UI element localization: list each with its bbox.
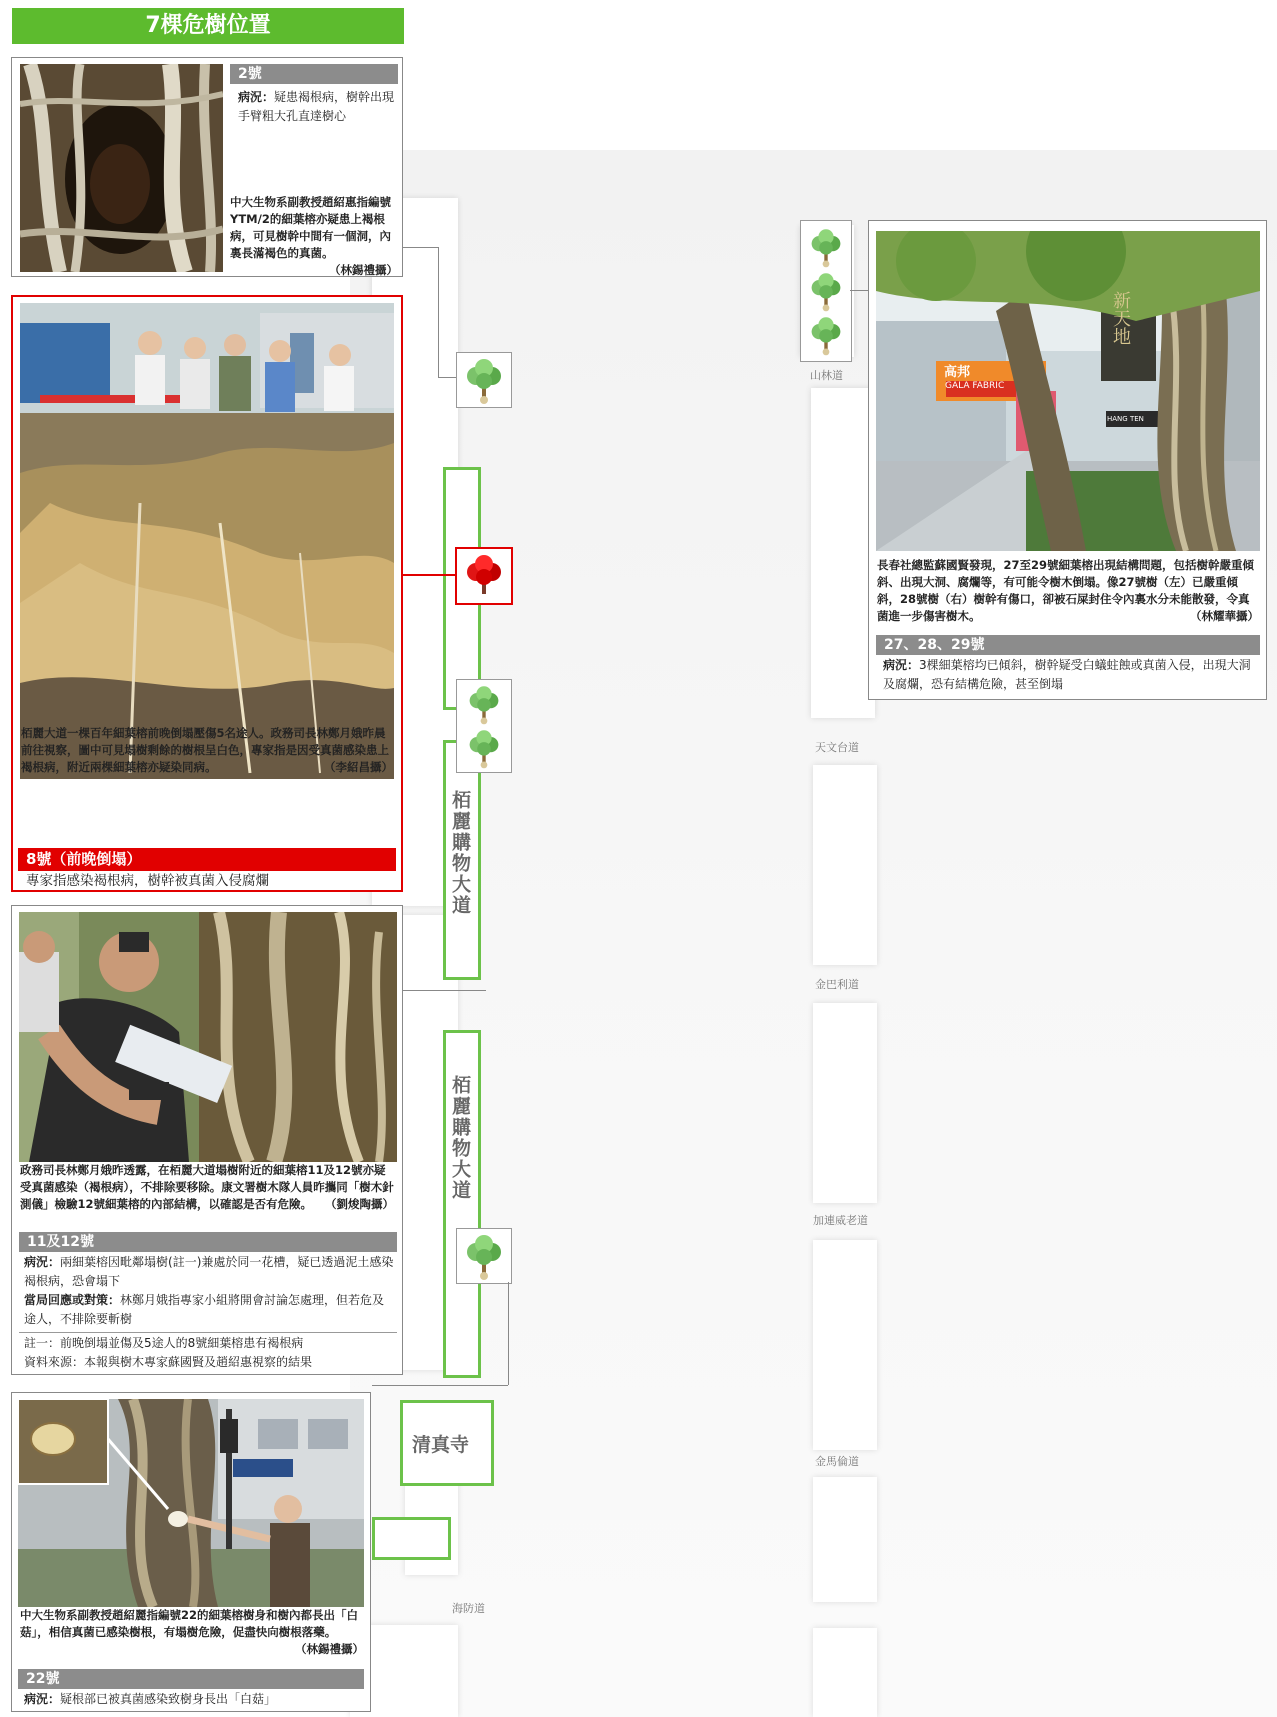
tree-22-caption: 中大生物系副教授趙紹麗指編號22的細葉榕樹身和樹內都長出「白菇」，相信真菌已感染樹根，有塌樹危險，促盡快向樹根落藥。 （林錫禮攝） [20,1608,364,1656]
street-label-haiphong: 海防道 [452,1602,485,1615]
tree-icon [805,225,847,269]
tree-icon [805,313,847,357]
street-label-kimberley: 金巴利道 [815,978,859,991]
tree-2-condition: 病況：疑患褐根病，樹幹出現手臂粗大孔直達樹心 [238,90,395,123]
tree-icon [460,1230,508,1282]
tree-8-caption-text: 栢麗大道一棵百年細葉榕前晚倒塌壓傷5名途人。政務司長林鄭月娥昨晨前往視察，圖中可見塌樹剩餘的樹根呈白色，專家指是因受真菌感染患上褐根病，附近兩棵細葉榕亦疑染同病。 （李紹昌攝） [21,726,393,774]
leader-line-8 [402,574,456,576]
block-right-3 [813,765,877,965]
leader-line-2a [402,247,438,248]
tree-27-29-caption: 長春社總監蘇國賢發現，27至29號細葉榕出現結構問題，包括樹幹嚴重傾斜、出現大洞、腐爛等，有可能令樹木倒塌。像27號樹（左）已嚴重傾斜，28號樹（右）樹幹有傷口，卻被石屎封住令內裏水分未能散發，令真菌進一步傷害樹木。 （林耀華攝） [877,558,1259,623]
leader-line-22a [372,1385,508,1386]
tree-27-29-number: 27、28、29號 [876,635,1260,655]
sign-shop-3: 新天地 [1110,291,1131,345]
sign-shop-1: 高邦 [944,365,971,380]
block-right-4 [813,1003,877,1203]
leader-line-2c [438,377,456,378]
card-tree-8 [11,295,403,892]
street-label-granville: 加連威老道 [813,1214,868,1227]
tree-2-number: 2號 [230,64,398,84]
page-title: 7棵危樹位置 [12,8,404,44]
tree-8-number: 8號（前晚倒塌） [18,848,396,871]
tree-11-12-source: 資料來源：本報與樹木專家蘇國賢及趙紹惠視察的結果 [24,1355,313,1369]
block-right-6 [813,1477,877,1602]
photo-tree-11-12-inspection [19,912,397,1162]
label-mosque: 清真寺 [412,1434,470,1456]
tree-11-12-response: 當局回應或對策：林鄭月娥指專家小組將開會討論怎處理，但若危及途人，不排除要斬樹 [24,1293,385,1326]
street-label-canton-road-2: 栢麗購物大道 [449,1075,471,1201]
tree-icon [462,726,506,770]
tree-icon [462,682,506,726]
card-tree-22 [11,1392,371,1712]
tree-marker-8[interactable] [455,547,513,605]
tree-marker-11-12[interactable] [456,679,512,773]
photo-tree-27-29-street [876,231,1260,551]
photo-tree-22-white-mushroom [18,1399,364,1607]
tree-27-29-condition: 病況：3棵細葉榕均已傾斜，樹幹疑受白蟻蛀蝕或真菌入侵，出現大洞及腐爛，恐有結構危險，甚至倒塌 [883,658,1251,691]
tree-2-caption: 中大生物系副教授趙紹惠指編號YTM/2的細葉榕亦疑患上褐根病，可見樹幹中間有一個洞，內裏長滿褐色的真菌。 （林錫禮攝） [230,195,398,277]
block-right-7 [813,1628,877,1717]
block-right-2 [811,388,875,718]
card-tree-2 [11,57,403,277]
street-label-lock-road: 山林道 [810,369,843,382]
leader-line-22b [508,1282,509,1385]
tree-8-condition: 專家指感染褐根病，樹幹被真菌入侵腐爛 [26,873,269,889]
tree-marker-22[interactable] [456,1228,512,1284]
tree-marker-27-29[interactable] [800,220,852,362]
card-tree-27-29 [868,220,1267,700]
tree-marker-2[interactable] [456,352,512,408]
sign-shop-2: GALA FABRIC [945,381,1005,391]
tree-icon [460,354,508,406]
leader-line-27-29 [850,290,868,291]
tree-11-12-number: 11及12號 [19,1232,397,1252]
leader-line-11-12 [402,990,486,991]
street-label-observatory: 天文台道 [815,741,859,754]
tree-11-12-caption: 政務司長林鄭月娥昨透露，在栢麗大道塌樹附近的細葉榕11及12號亦疑受真菌感染（褐根病），不排除要移除。康文署樹木隊人員昨攜同「樹木針測儀」檢驗12號細葉榕的內部結構，以確認是否有危險。 （劉焌陶攝） [20,1163,394,1211]
card-tree-11-12 [11,905,403,1375]
leader-line-2b [438,247,439,377]
tree-11-12-condition: 病況：兩細葉榕因毗鄰塌樹(註一)兼處於同一花槽，疑已透過泥土感染褐根病，恐會塌下 [24,1255,394,1288]
sign-shop-4: HANG TEN [1107,415,1144,423]
street-label-canton-road: 栢麗購物大道 [449,790,471,916]
photo-tree-8-collapsed-roots [20,303,394,779]
tree-22-condition: 病況：疑根部已被真菌感染致樹身長出「白菇」 [24,1692,277,1706]
tree-11-12-footnote: 註一：前晚倒塌並傷及5途人的8號細葉榕患有褐根病 [24,1336,304,1350]
fallen-tree-icon [460,550,508,602]
divider [19,1332,397,1333]
street-label-kimberley-2: 金馬倫道 [815,1455,859,1468]
tree-icon [805,269,847,313]
road-frame-bottom [372,1517,451,1560]
block-right-5 [813,1240,877,1450]
photo-tree-2-trunk [20,64,223,272]
tree-22-number: 22號 [18,1669,364,1689]
